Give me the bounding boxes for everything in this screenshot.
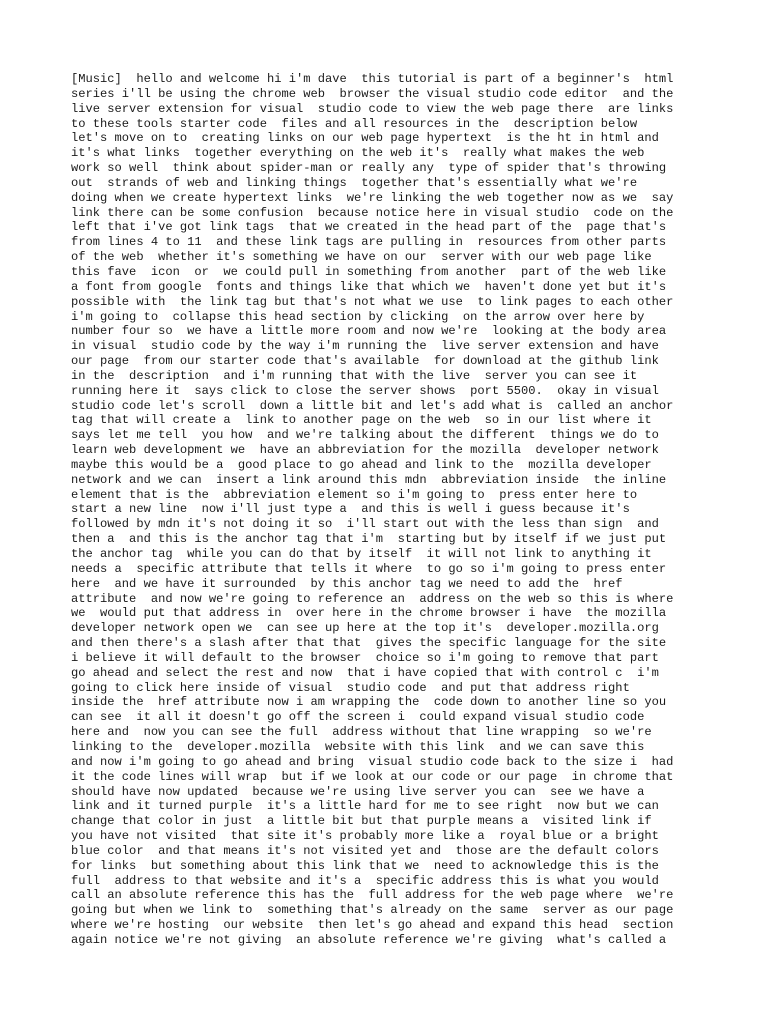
transcript-line: we would put that address in over here in the chrome browser i have the mozilla [71, 606, 667, 621]
transcript-line: change that color in just a little bit but that purple means a visited link if [71, 814, 652, 829]
transcript-line: again notice we're not giving an absolute reference we're giving what's called a [71, 932, 667, 947]
transcript-line: the anchor tag while you can do that by itself it will not link to anything it [71, 547, 652, 561]
transcript-line: maybe this would be a good place to go ahead and link to the mozilla developer [71, 457, 652, 472]
transcript-line: it's what links together everything on the web it's really what makes the web [71, 146, 645, 161]
transcript-line: for links but something about this link that we need to acknowledge this is the [71, 858, 659, 873]
transcript-line: live server extension for visual studio code to view the web page there are links [71, 101, 674, 116]
transcript-line: then a and this is the anchor tag that i'm starting but by itself if we just put [71, 532, 667, 547]
transcript-line: network and we can insert a link around this mdn abbreviation inside the inline [71, 472, 667, 487]
transcript-line: [Music] hello and welcome hi i'm dave this tutorial is part of a beginner's html [71, 72, 674, 86]
transcript-line: left that i've got link tags that we created in the head part of the page that's [71, 220, 667, 235]
transcript-line: going but when we link to something that's already on the same server as our page [71, 903, 674, 918]
transcript-line: doing when we create hypertext links we're linking the web together now as we say [71, 190, 674, 205]
transcript-line: our page from our starter code that's available for download at the github link [71, 354, 659, 369]
transcript-line: here and now you can see the full address without that line wrapping so we're [71, 725, 652, 740]
transcript-line: this fave icon or we could pull in something from another part of the web like [71, 264, 667, 279]
transcript-line: full address to that website and it's a specific address this is what you would [71, 873, 659, 888]
transcript-line: here and we have it surrounded by this anchor tag we need to add the href [71, 576, 623, 591]
transcript-line: where we're hosting our website then let's go ahead and expand this head section [71, 918, 674, 933]
transcript-line: blue color and that means it's not visited yet and those are the default colors [71, 843, 659, 858]
transcript-line: number four so we have a little more room and now we're looking at the body area [71, 324, 667, 339]
transcript-page [71, 72, 711, 948]
transcript-line: in visual studio code by the way i'm running the live server extension and have [71, 339, 659, 354]
transcript-line: running here it says click to close the server shows port 5500. okay in visual [71, 383, 659, 398]
transcript-line: linking to the developer.mozilla website with this link and we can save this [71, 739, 645, 754]
transcript-line: work so well think about spider-man or really any type of spider that's throwing [71, 161, 667, 176]
transcript-line: series i'll be using the chrome web browser the visual studio code editor and the [71, 86, 674, 101]
transcript-line: inside the href attribute now i am wrapping the code down to another line so you [71, 695, 667, 710]
transcript-line: you have not visited that site it's probably more like a royal blue or a bright [71, 829, 659, 844]
transcript-line: attribute and now we're going to reference an address on the web so this is where [71, 591, 674, 606]
transcript-line: start a new line now i'll just type a and this is well i guess because it's [71, 502, 630, 517]
transcript-line: go ahead and select the rest and now that i have copied that with control c i'm [71, 665, 659, 680]
transcript-line: can see it all it doesn't go off the screen i could expand visual studio code [71, 710, 645, 725]
transcript-line: link there can be some confusion because notice here in visual studio code on the [71, 205, 674, 220]
transcript-line: out strands of web and linking things together that's essentially what we're [71, 175, 638, 190]
transcript-line: it the code lines will wrap but if we look at our code or our page in chrome that [71, 769, 674, 784]
transcript-line: to these tools starter code files and all resources in the description below [71, 116, 638, 131]
transcript-line: from lines 4 to 11 and these link tags are pulling in resources from other parts [71, 235, 667, 250]
transcript-line: followed by mdn it's not doing it so i'll start out with the less than sign and [71, 517, 659, 532]
transcript-line: says let me tell you how and we're talking about the different things we do to [71, 428, 659, 443]
transcript-line: needs a specific attribute that tells it where to go so i'm going to press enter [71, 561, 667, 576]
transcript-line: i believe it will default to the browser choice so i'm going to remove that part [71, 650, 659, 665]
transcript-line: developer network open we can see up here at the top it's developer.mozilla.org [71, 621, 659, 636]
transcript-line: possible with the link tag but that's not what we use to link pages to each other [71, 294, 674, 309]
transcript-line: studio code let's scroll down a little bit and let's add what is called an anchor [71, 398, 674, 413]
transcript-line: going to click here inside of visual studio code and put that address right [71, 680, 630, 695]
transcript-line: element that is the abbreviation element so i'm going to press enter here to [71, 487, 638, 502]
transcript-line: i'm going to collapse this head section by clicking on the arrow over here by [71, 309, 645, 324]
transcript-line: a font from google fonts and things like that which we haven't done yet but it's [71, 279, 667, 294]
transcript-line: tag that will create a link to another page on the web so in our list where it [71, 413, 652, 428]
transcript-line: in the description and i'm running that with the live server you can see it [71, 368, 638, 383]
transcript-line: and now i'm going to go ahead and bring visual studio code back to the size i had [71, 754, 674, 769]
transcript-line: and then there's a slash after that that gives the specific language for the site [71, 636, 667, 651]
transcript-line: link and it turned purple it's a little hard for me to see right now but we can [71, 799, 659, 814]
transcript-line: learn web development we have an abbreviation for the mozilla developer network [71, 443, 659, 458]
transcript-line: of the web whether it's something we have on our server with our web page like [71, 250, 652, 265]
transcript-line: let's move on to creating links on our web page hypertext is the ht in html and [71, 131, 659, 146]
transcript-line: should have now updated because we're using live server you can see we have a [71, 784, 645, 799]
transcript-line: call an absolute reference this has the full address for the web page where we're [71, 888, 674, 903]
